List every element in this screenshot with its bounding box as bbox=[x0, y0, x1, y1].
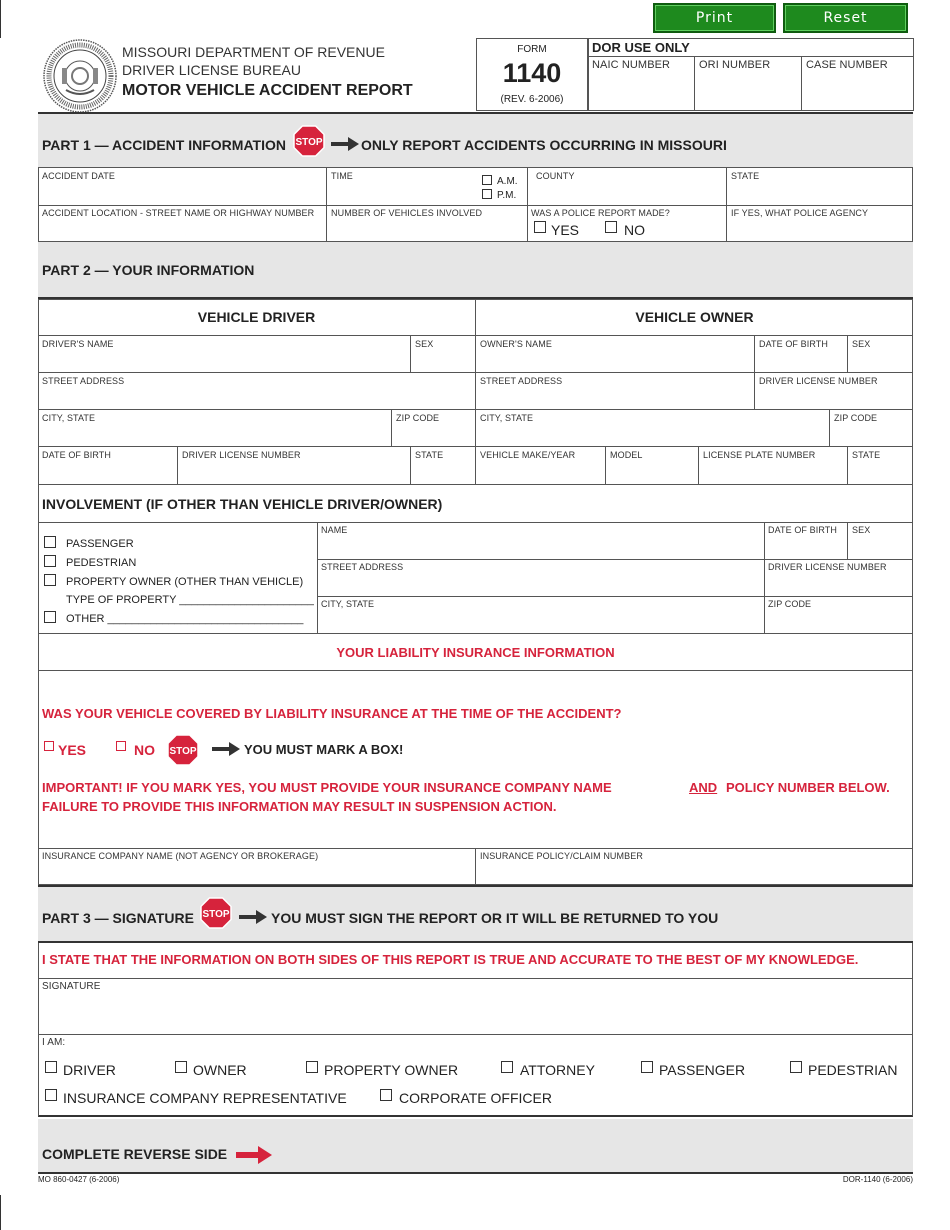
police-no-label: NO bbox=[624, 222, 645, 238]
form-code-right: DOR-1140 (6-2006) bbox=[842, 1175, 913, 1184]
insurance-yes-label: YES bbox=[58, 742, 87, 758]
involved-street-field[interactable] bbox=[318, 572, 764, 596]
accident-date-label: ACCIDENT DATE bbox=[42, 171, 115, 181]
plate-state-label: STATE bbox=[852, 450, 881, 460]
truth-statement: I STATE THAT THE INFORMATION ON BOTH SIDES OF THIS REPORT IS TRUE AND ACCURATE TO THE BEST OF MY KNOWLEDGE. bbox=[42, 952, 859, 967]
county-field[interactable] bbox=[528, 180, 726, 205]
svg-text:STOP: STOP bbox=[202, 909, 230, 920]
role-owner-checkbox[interactable] bbox=[175, 1061, 187, 1073]
bureau-name: DRIVER LICENSE BUREAU bbox=[122, 62, 301, 78]
signature-label: SIGNATURE bbox=[42, 981, 101, 992]
important-notice-and: AND bbox=[689, 780, 718, 795]
role-passenger-checkbox[interactable] bbox=[641, 1061, 653, 1073]
owner-dob-label: DATE OF BIRTH bbox=[759, 339, 828, 349]
drivers-name-field[interactable] bbox=[38, 348, 410, 372]
vehicle-make-label: VEHICLE MAKE/YEAR bbox=[480, 450, 576, 460]
am-checkbox[interactable] bbox=[482, 175, 492, 185]
part3-title: PART 3 — SIGNATURE bbox=[42, 910, 194, 926]
involvement-other-checkbox[interactable] bbox=[44, 611, 56, 623]
involved-name-label: NAME bbox=[321, 525, 348, 535]
involved-dl-label: DRIVER LICENSE NUMBER bbox=[768, 562, 887, 572]
involvement-passenger-label: PASSENGER bbox=[66, 538, 134, 550]
vehicle-driver-header: VEHICLE DRIVER bbox=[197, 309, 316, 325]
owners-name-field[interactable] bbox=[476, 348, 754, 372]
complete-reverse-label: COMPLETE REVERSE SIDE bbox=[42, 1146, 228, 1162]
driver-dob-label: DATE OF BIRTH bbox=[42, 450, 111, 460]
police-agency-label: IF YES, WHAT POLICE AGENCY bbox=[731, 208, 869, 218]
involvement-pedestrian-label: PEDESTRIAN bbox=[66, 557, 137, 569]
important-notice-part1: IMPORTANT! IF YOU MARK YES, YOU MUST PROVIDE YOUR INSURANCE COMPANY NAME bbox=[42, 780, 612, 795]
owners-name-label: OWNER'S NAME bbox=[480, 339, 552, 349]
role-passenger-label: PASSENGER bbox=[659, 1062, 746, 1078]
insurance-policy-label: INSURANCE POLICY/CLAIM NUMBER bbox=[480, 851, 643, 861]
owner-sex-field[interactable] bbox=[848, 348, 913, 372]
failure-notice: FAILURE TO PROVIDE THIS INFORMATION MAY RESULT IN SUSPENSION ACTION. bbox=[42, 799, 557, 814]
am-label: A.M. bbox=[497, 176, 518, 187]
naic-label: NAIC NUMBER bbox=[592, 59, 671, 71]
num-vehicles-field[interactable] bbox=[327, 218, 527, 242]
owner-dl-field[interactable] bbox=[755, 385, 913, 409]
police-report-label: WAS A POLICE REPORT MADE? bbox=[531, 208, 670, 218]
state-field[interactable] bbox=[727, 180, 913, 205]
driver-sex-field[interactable] bbox=[411, 348, 475, 372]
driver-sex-label: SEX bbox=[415, 339, 434, 349]
important-notice-part2: POLICY NUMBER BELOW. bbox=[726, 780, 890, 795]
role-pedestrian-label: PEDESTRIAN bbox=[808, 1062, 898, 1078]
role-property-owner-checkbox[interactable] bbox=[306, 1061, 318, 1073]
case-label: CASE NUMBER bbox=[806, 59, 888, 71]
role-corporate-officer-checkbox[interactable] bbox=[380, 1089, 392, 1101]
signature-field[interactable] bbox=[38, 992, 913, 1035]
plate-label: LICENSE PLATE NUMBER bbox=[703, 450, 816, 460]
owner-dob-field[interactable] bbox=[755, 348, 847, 372]
involved-sex-field[interactable] bbox=[848, 535, 913, 559]
plate-field[interactable] bbox=[699, 459, 847, 485]
stop-sign-icon bbox=[200, 897, 232, 929]
part3-notice: YOU MUST SIGN THE REPORT OR IT WILL BE RETURNED TO YOU bbox=[271, 910, 719, 926]
owner-zip-label: ZIP CODE bbox=[834, 413, 878, 423]
involvement-property-owner-label: PROPERTY OWNER (OTHER THAN VEHICLE) bbox=[66, 576, 304, 588]
involved-zip-label: ZIP CODE bbox=[768, 599, 812, 609]
stop-sign-icon bbox=[167, 734, 199, 766]
owner-zip-field[interactable] bbox=[830, 422, 913, 446]
time-field[interactable] bbox=[327, 180, 477, 205]
arrow-right-icon bbox=[212, 742, 240, 756]
form-label: FORM bbox=[517, 44, 547, 55]
involved-name-field[interactable] bbox=[318, 535, 764, 559]
role-pedestrian-checkbox[interactable] bbox=[790, 1061, 802, 1073]
pm-checkbox[interactable] bbox=[482, 189, 492, 199]
role-attorney-label: ATTORNEY bbox=[520, 1062, 595, 1078]
driver-dob-field[interactable] bbox=[38, 459, 177, 485]
type-of-property-label: TYPE OF PROPERTY ______________________ bbox=[66, 594, 314, 606]
involved-street-label: STREET ADDRESS bbox=[321, 562, 404, 572]
accident-location-label: ACCIDENT LOCATION - STREET NAME OR HIGHWAY NUMBER bbox=[42, 208, 315, 218]
driver-state-label: STATE bbox=[415, 450, 444, 460]
owner-city-label: CITY, STATE bbox=[480, 413, 534, 423]
involved-sex-label: SEX bbox=[852, 525, 871, 535]
role-property-owner-label: PROPERTY OWNER bbox=[324, 1062, 459, 1078]
insurance-question: WAS YOUR VEHICLE COVERED BY LIABILITY INSURANCE AT THE TIME OF THE ACCIDENT? bbox=[42, 706, 622, 721]
model-label: MODEL bbox=[610, 450, 643, 460]
driver-dl-label: DRIVER LICENSE NUMBER bbox=[182, 450, 301, 460]
edge-mark-top bbox=[0, 0, 1, 38]
time-label: TIME bbox=[331, 171, 353, 181]
role-insurance-rep-checkbox[interactable] bbox=[45, 1089, 57, 1101]
plate-state-field[interactable] bbox=[848, 459, 913, 485]
print-button[interactable]: Print bbox=[653, 3, 776, 33]
police-agency-field[interactable] bbox=[727, 218, 913, 242]
part1-title: PART 1 — ACCIDENT INFORMATION bbox=[42, 137, 286, 153]
police-yes-checkbox[interactable] bbox=[534, 221, 546, 233]
driver-street-field[interactable] bbox=[38, 385, 475, 409]
pm-label: P.M. bbox=[497, 190, 517, 201]
form-revision: (REV. 6-2006) bbox=[500, 94, 564, 105]
insurance-company-field[interactable] bbox=[38, 861, 475, 885]
involved-dob-label: DATE OF BIRTH bbox=[768, 525, 837, 535]
vehicle-make-field[interactable] bbox=[476, 459, 605, 485]
i-am-label: I AM: bbox=[42, 1037, 66, 1048]
part1-notice: ONLY REPORT ACCIDENTS OCCURRING IN MISSOURI bbox=[361, 137, 727, 153]
driver-street-label: STREET ADDRESS bbox=[42, 376, 125, 386]
insurance-policy-field[interactable] bbox=[476, 861, 913, 885]
involvement-property-owner-checkbox[interactable] bbox=[44, 574, 56, 586]
arrow-right-icon bbox=[236, 1146, 272, 1164]
driver-dl-field[interactable] bbox=[178, 459, 410, 485]
stop-sign-icon bbox=[293, 125, 325, 157]
involved-dob-field[interactable] bbox=[765, 535, 847, 559]
vehicle-owner-header: VEHICLE OWNER bbox=[635, 309, 754, 325]
svg-text:STOP: STOP bbox=[169, 746, 197, 757]
county-label: COUNTY bbox=[536, 171, 575, 181]
arrow-right-icon bbox=[239, 910, 267, 924]
role-insurance-rep-label: INSURANCE COMPANY REPRESENTATIVE bbox=[63, 1090, 347, 1106]
role-attorney-checkbox[interactable] bbox=[501, 1061, 513, 1073]
state-label: STATE bbox=[731, 171, 760, 181]
involvement-passenger-checkbox[interactable] bbox=[44, 536, 56, 548]
owner-sex-label: SEX bbox=[852, 339, 871, 349]
svg-text:STOP: STOP bbox=[295, 137, 323, 148]
num-vehicles-label: NUMBER OF VEHICLES INVOLVED bbox=[331, 208, 483, 218]
model-field[interactable] bbox=[606, 459, 698, 485]
involvement-pedestrian-checkbox[interactable] bbox=[44, 555, 56, 567]
insurance-company-label: INSURANCE COMPANY NAME (NOT AGENCY OR BROKERAGE) bbox=[42, 851, 319, 861]
must-mark-notice: YOU MUST MARK A BOX! bbox=[244, 742, 404, 757]
police-no-checkbox[interactable] bbox=[605, 221, 617, 233]
driver-state-field[interactable] bbox=[411, 459, 475, 485]
form-number: 1140 bbox=[502, 58, 562, 88]
driver-city-label: CITY, STATE bbox=[42, 413, 96, 423]
drivers-name-label: DRIVER'S NAME bbox=[42, 339, 114, 349]
dor-use-only-label: DOR USE ONLY bbox=[592, 40, 690, 55]
arrow-right-icon bbox=[331, 137, 359, 151]
dept-name: MISSOURI DEPARTMENT OF REVENUE bbox=[122, 44, 385, 60]
driver-zip-label: ZIP CODE bbox=[396, 413, 440, 423]
missouri-seal-logo bbox=[42, 38, 118, 114]
accident-date-field[interactable] bbox=[38, 180, 326, 205]
role-owner-label: OWNER bbox=[193, 1062, 247, 1078]
involvement-title: INVOLVEMENT (IF OTHER THAN VEHICLE DRIVER/OWNER) bbox=[42, 496, 443, 512]
insurance-no-label: NO bbox=[134, 742, 155, 758]
owner-street-label: STREET ADDRESS bbox=[480, 376, 563, 386]
ori-label: ORI NUMBER bbox=[699, 59, 771, 71]
driver-zip-field[interactable] bbox=[392, 422, 475, 446]
insurance-title: YOUR LIABILITY INSURANCE INFORMATION bbox=[336, 645, 615, 660]
owner-city-field[interactable] bbox=[476, 422, 829, 446]
reset-button[interactable]: Reset bbox=[783, 3, 908, 33]
owner-street-field[interactable] bbox=[476, 385, 754, 409]
form-code-left: MO 860-0427 (6-2006) bbox=[38, 1175, 120, 1184]
involved-city-field[interactable] bbox=[318, 609, 764, 634]
owner-dl-label: DRIVER LICENSE NUMBER bbox=[759, 376, 878, 386]
involvement-other-label: OTHER ________________________________ bbox=[66, 613, 304, 625]
insurance-yes-checkbox[interactable] bbox=[44, 741, 54, 751]
insurance-no-checkbox[interactable] bbox=[116, 741, 126, 751]
edge-mark-bottom bbox=[0, 1195, 1, 1230]
form-title: MOTOR VEHICLE ACCIDENT REPORT bbox=[122, 82, 413, 99]
role-corporate-officer-label: CORPORATE OFFICER bbox=[399, 1090, 552, 1106]
involved-zip-field[interactable] bbox=[765, 609, 913, 634]
role-driver-label: DRIVER bbox=[63, 1062, 116, 1078]
role-driver-checkbox[interactable] bbox=[45, 1061, 57, 1073]
accident-location-field[interactable] bbox=[38, 218, 326, 242]
involved-city-label: CITY, STATE bbox=[321, 599, 375, 609]
involved-dl-field[interactable] bbox=[765, 572, 913, 596]
police-yes-label: YES bbox=[551, 222, 580, 238]
part2-title: PART 2 — YOUR INFORMATION bbox=[42, 262, 255, 278]
driver-city-field[interactable] bbox=[38, 422, 391, 446]
